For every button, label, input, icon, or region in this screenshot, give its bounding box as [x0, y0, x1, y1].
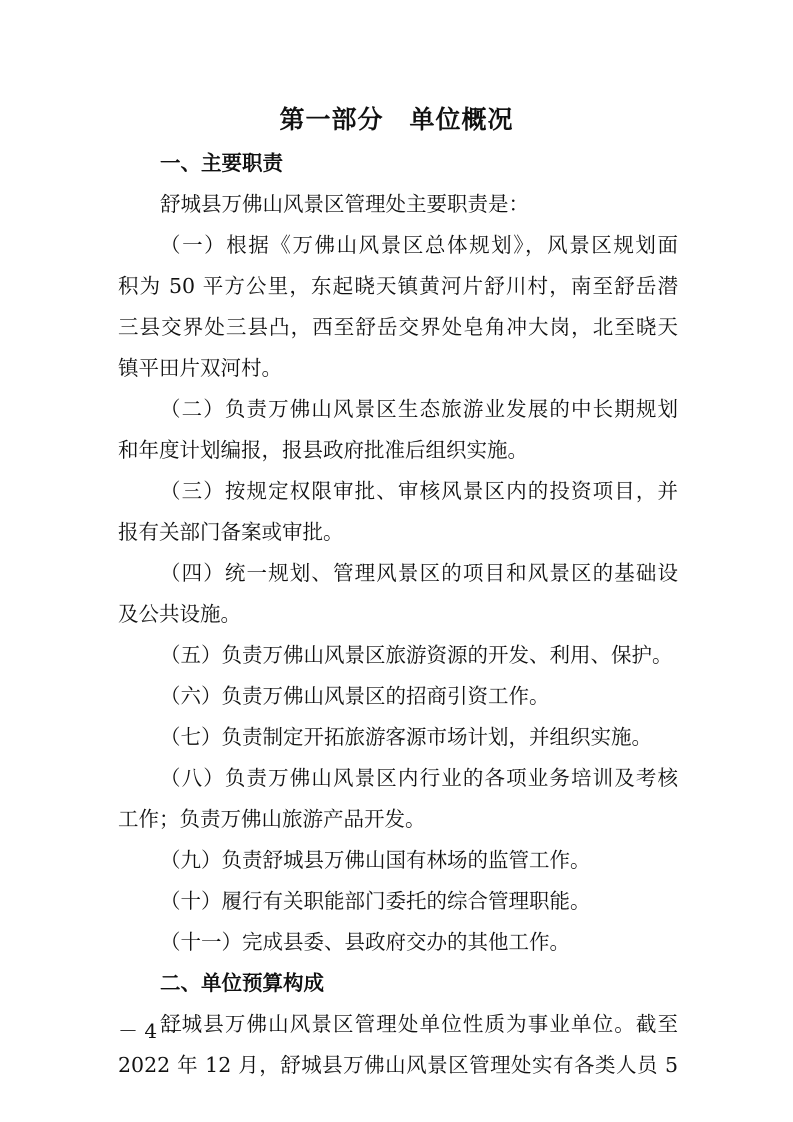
duty-item-1-line-2: 积为 50 平方公里，东起晓天镇黄河片舒川村，南至舒岳潜 [118, 274, 678, 298]
duty-item-3-line-1: （三）按规定权限审批、审核风景区内的投资项目，并 [160, 479, 678, 503]
duty-item-4-line-1: （四）统一规划、管理风景区的项目和风景区的基础设 [160, 561, 678, 585]
duty-item-8-line-1: （八）负责万佛山风景区内行业的各项业务培训及考核 [160, 766, 678, 790]
section-heading-main-duties: 一、主要职责 [160, 151, 283, 175]
duty-item-7-line-1: （七）负责制定开拓旅游客源市场计划，并组织实施。 [160, 725, 652, 749]
duty-item-3-line-2: 报有关部门备案或审批。 [118, 520, 344, 544]
duty-item-4-line-2: 及公共设施。 [118, 602, 241, 626]
duty-item-10-line-1: （十）履行有关职能部门委托的综合管理职能。 [160, 889, 591, 913]
page-title: 第一部分 单位概况 [279, 105, 514, 134]
duty-item-1-line-3: 三县交界处三县凸，西至舒岳交界处皂角冲大岗，北至晓天 [118, 315, 678, 339]
duty-item-2-line-2: 和年度计划编报，报县政府批准后组织实施。 [118, 438, 528, 462]
budget-paragraph-line-2: 2022 年 12 月，舒城县万佛山风景区管理处实有各类人员 5 [118, 1053, 678, 1077]
section-heading-budget-composition: 二、单位预算构成 [160, 971, 324, 995]
budget-paragraph-line-1: 舒城县万佛山风景区管理处单位性质为事业单位。截至 [160, 1012, 678, 1036]
duty-item-6-line-1: （六）负责万佛山风景区的招商引资工作。 [160, 684, 550, 708]
duty-item-5-line-1: （五）负责万佛山风景区旅游资源的开发、利用、保护。 [160, 643, 673, 667]
duty-item-2-line-1: （二）负责万佛山风景区生态旅游业发展的中长期规划 [160, 397, 678, 421]
duty-item-1-line-4: 镇平田片双河村。 [118, 356, 282, 380]
duty-item-11-line-1: （十一）完成县委、县政府交办的其他工作。 [160, 930, 570, 954]
duty-item-1-line-1: （一）根据《万佛山风景区总体规划》，风景区规划面 [160, 233, 678, 257]
page-number: － 4 － [118, 1019, 184, 1043]
duty-item-8-line-2: 工作；负责万佛山旅游产品开发。 [118, 807, 426, 831]
duty-item-9-line-1: （九）负责舒城县万佛山国有林场的监管工作。 [160, 848, 591, 872]
duties-intro: 舒城县万佛山风景区管理处主要职责是： [160, 192, 529, 216]
document-body [118, 143, 678, 1086]
